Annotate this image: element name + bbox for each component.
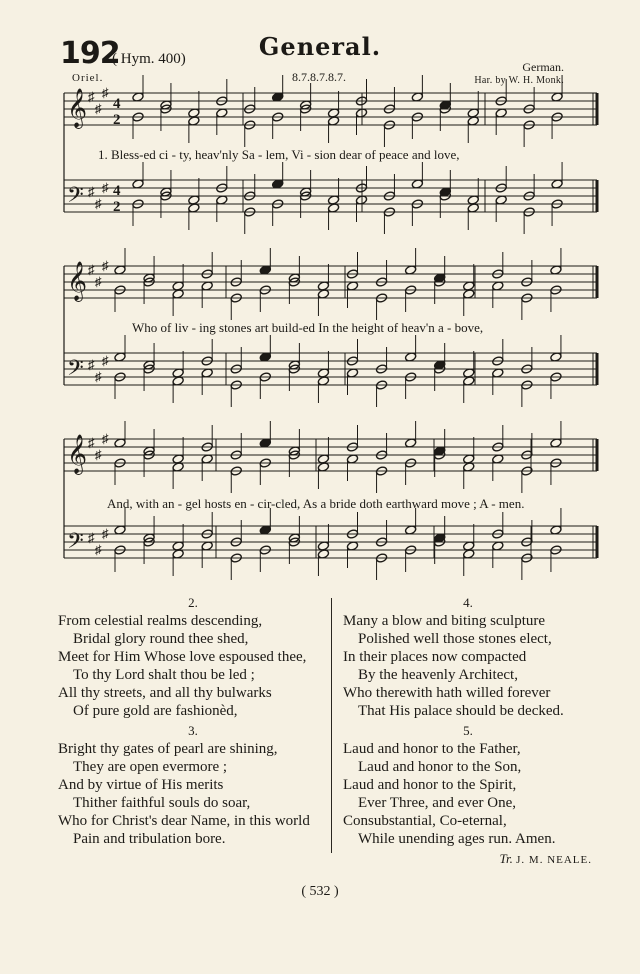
verse-line: Pain and tribulation bore. [73, 831, 226, 847]
svg-text:𝄞: 𝄞 [67, 261, 88, 301]
time-signature-top: 4 [113, 183, 121, 199]
verse-line: Laud and honor to the Father, [343, 741, 521, 757]
treble-staff [64, 75, 597, 147]
svg-text:♯: ♯ [95, 101, 102, 116]
verse-number: 5. [463, 723, 473, 738]
verse-number: 4. [463, 595, 473, 610]
verse-line: To thy Lord shalt thou be led ; [73, 667, 255, 683]
verse-line: Ever Three, and ever One, [358, 795, 516, 811]
verse-line: Who for Christ's dear Name, in this world [58, 813, 310, 829]
verse-line: And by virtue of His merits [58, 777, 224, 793]
verse-line: Thither faithful souls do soar, [73, 795, 251, 811]
svg-text:𝄞: 𝄞 [67, 434, 88, 474]
svg-text:♯: ♯ [88, 357, 95, 372]
lyric-line-1: 1. Bless-ed ci - ty, heav'nly Sa - lem, Vi - sion dear of peace and love, [98, 147, 460, 162]
treble-staff [64, 248, 597, 320]
svg-text:♯: ♯ [88, 89, 95, 104]
svg-text:𝄞: 𝄞 [67, 88, 88, 128]
verse-2 [58, 594, 328, 720]
verse-line: Who therewith hath willed forever [343, 685, 551, 701]
verse-line: Meet for Him Whose love espoused thee, [58, 649, 307, 665]
svg-text:♯: ♯ [102, 180, 109, 195]
source-origin: German. [522, 60, 564, 74]
svg-text:♯: ♯ [102, 526, 109, 541]
time-signature-bottom: 2 [113, 199, 121, 215]
svg-text:♯: ♯ [102, 85, 109, 100]
translator-name: J. M. NEALE. [516, 854, 592, 866]
hymn-reference: ( Hym. 400) [112, 51, 186, 67]
verse-line: From celestial realms descending, [58, 613, 263, 629]
svg-text:♯: ♯ [102, 258, 109, 273]
svg-text:♯: ♯ [95, 369, 102, 384]
verse-number: 3. [188, 723, 198, 738]
meter: 8.7.8.7.8.7. [292, 70, 346, 84]
svg-text:♯: ♯ [102, 431, 109, 446]
time-signature-top: 4 [113, 96, 121, 112]
column-divider [331, 598, 332, 853]
bass-staff [64, 508, 597, 580]
verse-4 [343, 594, 593, 720]
page-number: ( 532 ) [301, 884, 339, 899]
verse-5 [343, 722, 593, 848]
verse-line: Bright thy gates of pearl are shining, [58, 741, 278, 757]
verse-number: 2. [188, 595, 198, 610]
verses-left-column [58, 594, 328, 848]
lyric-line-3: And, with an - gel hosts en - cir-cled, As a bride doth earthward move ; A - men. [107, 496, 525, 511]
harmonizer: Har. by W. H. Monk. [474, 75, 564, 86]
svg-text:♯: ♯ [102, 353, 109, 368]
svg-text:𝄢: 𝄢 [67, 529, 84, 559]
treble-staff [64, 421, 597, 493]
verse-line: All thy streets, and all thy bulwarks [58, 685, 272, 701]
hymn-number: 192 [60, 36, 120, 71]
verse-3 [58, 722, 328, 848]
lyric-line-2: Who of liv - ing stones art build-ed In the height of heav'n a - bove, [132, 320, 484, 335]
svg-text:♯: ♯ [88, 530, 95, 545]
verse-line: Laud and honor to the Son, [358, 759, 522, 775]
verse-line: Consubstantial, Co-eternal, [343, 813, 507, 829]
svg-text:♯: ♯ [88, 435, 95, 450]
translator-prefix: Tr. [499, 851, 513, 866]
time-signature-bottom: 2 [113, 112, 121, 128]
svg-text:♯: ♯ [88, 262, 95, 277]
verse-line: They are open evermore ; [73, 759, 228, 775]
svg-text:♯: ♯ [95, 542, 102, 557]
verse-line: In their places now compacted [343, 649, 527, 665]
verse-line: Many a blow and biting sculpture [343, 613, 546, 629]
tune-name: Oriel. [72, 72, 104, 84]
bass-staff [64, 335, 597, 407]
verse-line: While unending ages run. Amen. [358, 831, 556, 847]
section-title: General. [258, 32, 382, 61]
translator-credit [500, 851, 593, 867]
verse-line: That His palace should be decked. [358, 703, 564, 719]
bass-staff [64, 162, 597, 234]
verses-right-column [343, 594, 593, 848]
svg-text:♯: ♯ [95, 196, 102, 211]
svg-text:𝄢: 𝄢 [67, 183, 84, 213]
verse-line: Of pure gold are fashionèd, [73, 703, 238, 719]
svg-text:♯: ♯ [95, 447, 102, 462]
svg-text:𝄢: 𝄢 [67, 356, 84, 386]
svg-text:♯: ♯ [95, 274, 102, 289]
verse-line: Laud and honor to the Spirit, [343, 777, 517, 793]
svg-text:♯: ♯ [88, 184, 95, 199]
verse-line: Bridal glory round thee shed, [73, 631, 249, 647]
verse-line: By the heavenly Architect, [358, 667, 518, 683]
verse-line: Polished well those stones elect, [358, 631, 552, 647]
